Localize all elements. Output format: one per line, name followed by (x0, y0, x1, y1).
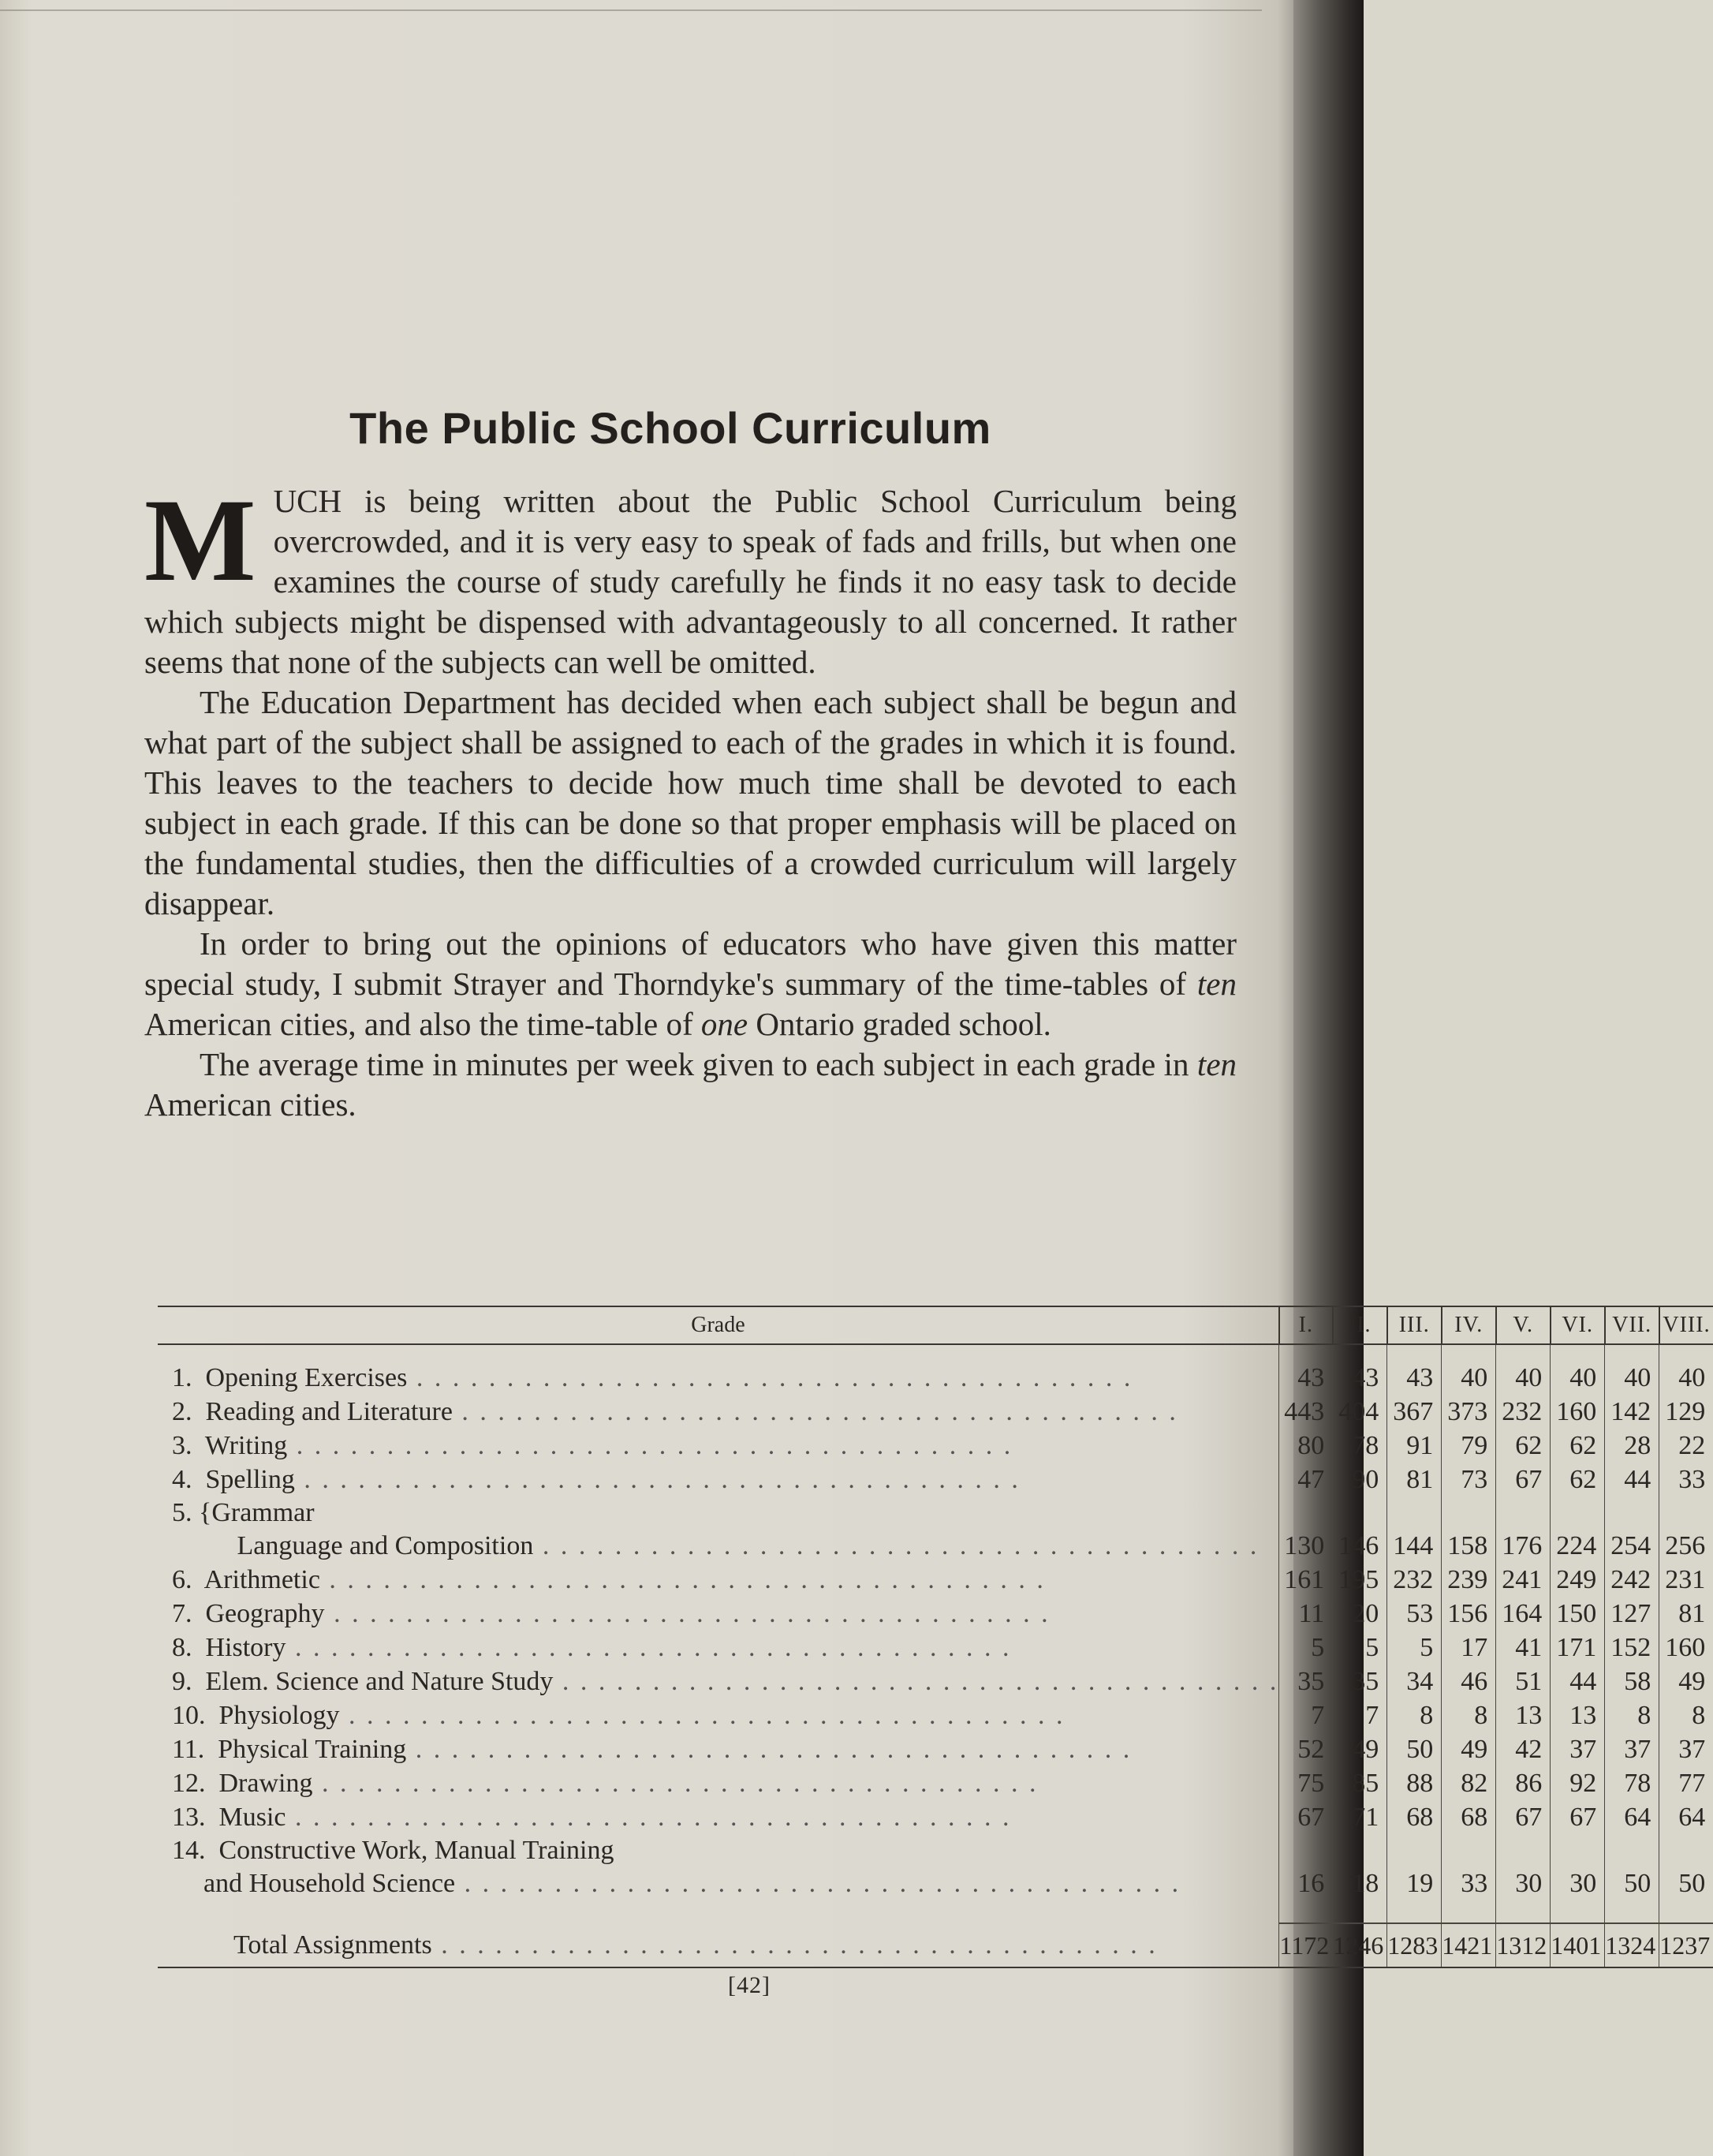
leader-dots: . . . . . . . . . . . . . . . . . . . . . . . . . . . . . . . . . . . . . . . . (294, 1464, 1021, 1494)
table-cell: 249 (1551, 1563, 1605, 1597)
row-label-text: 13. Music (172, 1802, 286, 1832)
paragraph-3-text-b: American cities, and also the time-table of (144, 1006, 693, 1042)
table-cell: 40 (1551, 1344, 1605, 1395)
table-cell: 373 (1442, 1395, 1496, 1429)
table-cell: 256 (1659, 1496, 1713, 1563)
table-header-row (158, 1306, 1713, 1344)
row-label (158, 1631, 1279, 1665)
table-cell: 242 (1605, 1563, 1659, 1597)
grade-column-header: I. (1279, 1306, 1333, 1344)
table-cell: 64 (1605, 1800, 1659, 1834)
table-cell: 50 (1659, 1834, 1713, 1900)
paragraph-3-italic-one: one (700, 1006, 748, 1042)
table-row (158, 1800, 1713, 1834)
leader-dots: . . . . . . . . . . . . . . . . . . . . . . . . . . . . . . . . . . . . . . . . (339, 1700, 1065, 1730)
table-row (158, 1665, 1713, 1698)
table-cell: 33 (1442, 1834, 1496, 1900)
separator-cell (1496, 1900, 1551, 1923)
table-cell: 58 (1605, 1665, 1659, 1698)
drop-cap: M (144, 475, 256, 606)
grade-column-header: V. (1496, 1306, 1551, 1344)
table-cell: 80 (1279, 1429, 1333, 1463)
total-row (158, 1923, 1713, 1967)
row-label (158, 1496, 1279, 1563)
table-row (158, 1766, 1713, 1800)
table-cell: 85 (1333, 1766, 1387, 1800)
table-cell: 176 (1496, 1496, 1551, 1563)
table-cell: 144 (1387, 1496, 1442, 1563)
row-label (158, 1563, 1279, 1597)
page-number: [42] (728, 1972, 771, 1998)
table-cell: 17 (1442, 1631, 1496, 1665)
row-label-line (172, 1363, 1278, 1393)
separator-cell (1387, 1900, 1442, 1923)
row-label-line (172, 1834, 1278, 1867)
row-label (158, 1800, 1279, 1834)
table-cell: 67 (1551, 1800, 1605, 1834)
table-cell: 5 (1333, 1631, 1387, 1665)
table-cell: 161 (1279, 1563, 1333, 1597)
row-label (158, 1698, 1279, 1732)
table-cell: 50 (1605, 1834, 1659, 1900)
table-cell: 40 (1496, 1344, 1551, 1395)
table-cell: 67 (1279, 1800, 1333, 1834)
table-cell: 40 (1605, 1344, 1659, 1395)
table-cell: 7 (1333, 1698, 1387, 1732)
table-cell: 78 (1605, 1766, 1659, 1800)
table-row (158, 1563, 1713, 1597)
table-cell: 28 (1605, 1429, 1659, 1463)
separator-cell (1333, 1900, 1387, 1923)
table-cell: 71 (1333, 1800, 1387, 1834)
leader-dots: . . . . . . . . . . . . . . . . . . . . . . . . . . . . . . . . . . . . . . . . (431, 1930, 1158, 1960)
table-cell: 44 (1605, 1463, 1659, 1496)
table-cell: 30 (1551, 1834, 1605, 1900)
table-cell: 20 (1333, 1597, 1387, 1631)
row-label-line (172, 1701, 1278, 1731)
table-cell: 8 (1442, 1698, 1496, 1732)
row-label-text: and Household Science (203, 1869, 456, 1898)
paragraph-3-text-a: In order to bring out the opinions of educators who have given this matter special study, I submit Strayer and Thorndyke's summary of the time-tables of (144, 925, 1237, 1002)
row-label (158, 1344, 1279, 1395)
table-cell: 19 (1387, 1834, 1442, 1900)
leader-dots: . . . . . . . . . . . . . . . . . . . . . . . . . . . . . . . . . . . . . . . . (312, 1768, 1039, 1798)
row-label-text: 2. Reading and Literature (172, 1396, 453, 1426)
table-cell: 8 (1605, 1698, 1659, 1732)
row-label-text: 5. {Grammar (172, 1498, 315, 1527)
table-cell: 35 (1279, 1665, 1333, 1698)
table-cell: 41 (1496, 1631, 1551, 1665)
grade-column-header: VIII. (1659, 1306, 1713, 1344)
table-cell: 127 (1605, 1597, 1659, 1631)
table-cell: 50 (1387, 1732, 1442, 1766)
table-cell: 52 (1279, 1732, 1333, 1766)
total-cell: 1421 (1442, 1923, 1496, 1967)
table-cell: 67 (1496, 1800, 1551, 1834)
total-cell: 1172 (1279, 1923, 1333, 1967)
table-cell: 33 (1659, 1463, 1713, 1496)
table-row (158, 1597, 1713, 1631)
table-cell: 404 (1333, 1395, 1387, 1429)
table-cell: 43 (1387, 1344, 1442, 1395)
row-label-line (172, 1667, 1278, 1697)
table-row (158, 1834, 1713, 1900)
grade-column-header: VII. (1605, 1306, 1659, 1344)
row-label-text: 12. Drawing (172, 1768, 313, 1798)
table-cell: 73 (1442, 1463, 1496, 1496)
total-cell: 1283 (1387, 1923, 1442, 1967)
leader-dots: . . . . . . . . . . . . . . . . . . . . . . . . . . . . . . . . . . . . . . . . (287, 1430, 1013, 1460)
separator-cell (1605, 1900, 1659, 1923)
row-label-line (172, 1867, 1278, 1900)
row-label-line (172, 1565, 1278, 1595)
table-cell: 49 (1333, 1732, 1387, 1766)
table-cell: 160 (1551, 1395, 1605, 1429)
row-label-line (172, 1397, 1278, 1427)
table-cell: 8 (1387, 1698, 1442, 1732)
table-cell: 88 (1387, 1766, 1442, 1800)
table-cell: 171 (1551, 1631, 1605, 1665)
row-label (158, 1597, 1279, 1631)
row-label (158, 1463, 1279, 1496)
table-cell: 158 (1442, 1496, 1496, 1563)
table-cell: 16 (1279, 1834, 1333, 1900)
table-cell: 81 (1659, 1597, 1713, 1631)
grade-column-header: III. (1387, 1306, 1442, 1344)
row-label (158, 1665, 1279, 1698)
table-cell: 91 (1387, 1429, 1442, 1463)
row-label-text: Language and Composition (203, 1531, 534, 1560)
leader-dots: . . . . . . . . . . . . . . . . . . . . . . . . . . . . . . . . . . . . . . . . (455, 1869, 1181, 1898)
separator-cell (1551, 1900, 1605, 1923)
grade-column-header: VI. (1551, 1306, 1605, 1344)
paragraph-2: The Education Department has decided when each subject shall be begun and what part of the subject shall be assigned to each of the grades in which it is found. This leaves to the teachers to decide how much time shall be devoted to each subject in each grade. If this can be done so that proper emphasis will be placed on the fundamental studies, then the difficulties of a crowded curriculum will largely disappear. (144, 684, 1237, 921)
row-label-text: 9. Elem. Science and Nature Study (172, 1666, 554, 1696)
table-cell: 5 (1387, 1631, 1442, 1665)
table-cell: 231 (1659, 1563, 1713, 1597)
leader-dots: . . . . . . . . . . . . . . . . . . . . . . . . . . . . . . . . . . . . . . . . (407, 1362, 1133, 1392)
time-table-grid (158, 1306, 1713, 1968)
table-cell: 18 (1333, 1834, 1387, 1900)
table-cell: 46 (1442, 1665, 1496, 1698)
leader-dots: . . . . . . . . . . . . . . . . . . . . . . . . . . . . . . . . . . . . . . . . (286, 1632, 1012, 1662)
row-label (158, 1732, 1279, 1766)
total-cell: 1237 (1659, 1923, 1713, 1967)
separator-label-cell (158, 1900, 1279, 1923)
table-cell: 160 (1659, 1631, 1713, 1665)
table-row (158, 1631, 1713, 1665)
table-cell: 68 (1442, 1800, 1496, 1834)
table-cell: 367 (1387, 1395, 1442, 1429)
table-row (158, 1496, 1713, 1563)
row-label-text: 7. Geography (172, 1598, 325, 1628)
table-cell: 8 (1659, 1698, 1713, 1732)
table-cell: 224 (1551, 1496, 1605, 1563)
total-cell: 1312 (1496, 1923, 1551, 1967)
table-cell: 129 (1659, 1395, 1713, 1429)
row-label-text: 1. Opening Exercises (172, 1362, 408, 1392)
table-cell: 51 (1496, 1665, 1551, 1698)
row-label (158, 1766, 1279, 1800)
table-cell: 40 (1442, 1344, 1496, 1395)
table-body (158, 1344, 1713, 1967)
table-cell: 78 (1333, 1429, 1387, 1463)
table-cell: 11 (1279, 1597, 1333, 1631)
table-row (158, 1732, 1713, 1766)
table-cell: 150 (1551, 1597, 1605, 1631)
total-cell: 1401 (1551, 1923, 1605, 1967)
row-label-line (172, 1633, 1278, 1663)
row-label-text: 3. Writing (172, 1430, 288, 1460)
row-label (158, 1395, 1279, 1429)
body-text (144, 475, 1237, 1125)
table-cell: 443 (1279, 1395, 1333, 1429)
total-separator (158, 1900, 1713, 1923)
table-cell: 34 (1387, 1665, 1442, 1698)
table-cell: 30 (1496, 1834, 1551, 1900)
total-cell: 1246 (1333, 1923, 1387, 1967)
time-table (158, 1306, 1711, 1968)
table-cell: 43 (1279, 1344, 1333, 1395)
table-cell: 241 (1496, 1563, 1551, 1597)
table-cell: 79 (1442, 1429, 1496, 1463)
total-cell: 1324 (1605, 1923, 1659, 1967)
paragraph-3 (144, 924, 1237, 1044)
table-cell: 42 (1496, 1732, 1551, 1766)
row-label-line (172, 1803, 1278, 1833)
table-cell: 152 (1605, 1631, 1659, 1665)
leader-dots: . . . . . . . . . . . . . . . . . . . . . . . . . . . . . . . . . . . . . . . . (553, 1666, 1279, 1696)
table-cell: 130 (1279, 1496, 1333, 1563)
row-label-line (172, 1496, 1278, 1530)
table-cell: 7 (1279, 1698, 1333, 1732)
row-label-line (172, 1735, 1278, 1765)
table-cell: 90 (1333, 1463, 1387, 1496)
leader-dots: . . . . . . . . . . . . . . . . . . . . . . . . . . . . . . . . . . . . . . . . (452, 1396, 1178, 1426)
table-cell: 86 (1496, 1766, 1551, 1800)
row-label-line (172, 1465, 1278, 1495)
row-label-line (172, 1530, 1278, 1563)
table-cell: 146 (1333, 1496, 1387, 1563)
table-cell: 5 (1279, 1631, 1333, 1665)
total-label (158, 1923, 1279, 1967)
table-cell: 47 (1279, 1463, 1333, 1496)
row-label (158, 1834, 1279, 1900)
table-cell: 22 (1659, 1429, 1713, 1463)
table-cell: 75 (1279, 1766, 1333, 1800)
table-cell: 62 (1496, 1429, 1551, 1463)
paragraph-4 (144, 1044, 1237, 1125)
table-cell: 49 (1442, 1732, 1496, 1766)
table-row (158, 1429, 1713, 1463)
table-cell: 77 (1659, 1766, 1713, 1800)
table-cell: 156 (1442, 1597, 1496, 1631)
row-label-line (172, 1599, 1278, 1629)
table-cell: 239 (1442, 1563, 1496, 1597)
table-cell: 254 (1605, 1496, 1659, 1563)
separator-cell (1279, 1900, 1333, 1923)
table-cell: 232 (1496, 1395, 1551, 1429)
paragraph-3-italic-ten: ten (1196, 966, 1237, 1002)
row-label-text: 11. Physical Training (172, 1734, 407, 1764)
leader-dots: . . . . . . . . . . . . . . . . . . . . . . . . . . . . . . . . . . . . . . . . (406, 1734, 1133, 1764)
table-cell: 43 (1333, 1344, 1387, 1395)
paragraph-1 (144, 475, 1237, 682)
grade-column-header: IV. (1442, 1306, 1496, 1344)
table-cell: 142 (1605, 1395, 1659, 1429)
table-row (158, 1344, 1713, 1395)
table-cell: 67 (1496, 1463, 1551, 1496)
paragraph-3-text-c: Ontario graded school. (756, 1006, 1051, 1042)
leader-dots: . . . . . . . . . . . . . . . . . . . . . . . . . . . . . . . . . . . . . . . . (319, 1564, 1046, 1594)
table-cell: 164 (1496, 1597, 1551, 1631)
page-title: The Public School Curriculum (349, 403, 991, 453)
separator-cell (1659, 1900, 1713, 1923)
table-cell: 232 (1387, 1563, 1442, 1597)
table-cell: 37 (1659, 1732, 1713, 1766)
leader-dots: . . . . . . . . . . . . . . . . . . . . . . . . . . . . . . . . . . . . . . . . (533, 1531, 1260, 1560)
total-label-text: Total Assignments (233, 1930, 432, 1960)
row-label-text: 4. Spelling (172, 1464, 295, 1494)
row-label-text: 6. Arithmetic (172, 1564, 320, 1594)
paragraph-4-italic-ten: ten (1196, 1046, 1237, 1082)
table-cell: 35 (1333, 1665, 1387, 1698)
table-cell: 195 (1333, 1563, 1387, 1597)
leader-dots: . . . . . . . . . . . . . . . . . . . . . . . . . . . . . . . . . . . . . . . . (286, 1802, 1012, 1832)
table-row (158, 1463, 1713, 1496)
paragraph-1-text: UCH is being written about the Public School Curriculum being overcrowded, and it is very easy to speak of fads and frills, but when one examines the course of study carefully he finds it no easy task to decide which subjects might be dispensed with advantageously to all concerned. It rather seems that none of the subjects can well be omitted. (144, 483, 1237, 680)
table-cell: 13 (1551, 1698, 1605, 1732)
top-rule (0, 9, 1262, 11)
row-label-text: 14. Constructive Work, Manual Training (172, 1836, 614, 1865)
table-cell: 62 (1551, 1463, 1605, 1496)
table-cell: 53 (1387, 1597, 1442, 1631)
table-cell: 82 (1442, 1766, 1496, 1800)
grade-column-header: II. (1333, 1306, 1387, 1344)
table-row (158, 1698, 1713, 1732)
table-cell: 37 (1605, 1732, 1659, 1766)
table-cell: 44 (1551, 1665, 1605, 1698)
separator-cell (1442, 1900, 1496, 1923)
row-label-line (172, 1769, 1278, 1799)
row-label (158, 1429, 1279, 1463)
paragraph-4-text-a: The average time in minutes per week given to each subject in each grade in (200, 1046, 1189, 1082)
row-label-text: 8. History (172, 1632, 286, 1662)
table-cell: 13 (1496, 1698, 1551, 1732)
table-cell: 68 (1387, 1800, 1442, 1834)
table-cell: 64 (1659, 1800, 1713, 1834)
table-cell: 92 (1551, 1766, 1605, 1800)
leader-dots: . . . . . . . . . . . . . . . . . . . . . . . . . . . . . . . . . . . . . . . . (324, 1598, 1051, 1628)
table-cell: 62 (1551, 1429, 1605, 1463)
table-cell: 49 (1659, 1665, 1713, 1698)
table-cell: 40 (1659, 1344, 1713, 1395)
table-row (158, 1395, 1713, 1429)
table-cell: 81 (1387, 1463, 1442, 1496)
row-label-line (172, 1431, 1278, 1461)
paragraph-4-text-b: American cities. (144, 1086, 356, 1123)
table-cell: 37 (1551, 1732, 1605, 1766)
row-label-text: 10. Physiology (172, 1700, 340, 1730)
grade-header: Grade (158, 1306, 1279, 1344)
